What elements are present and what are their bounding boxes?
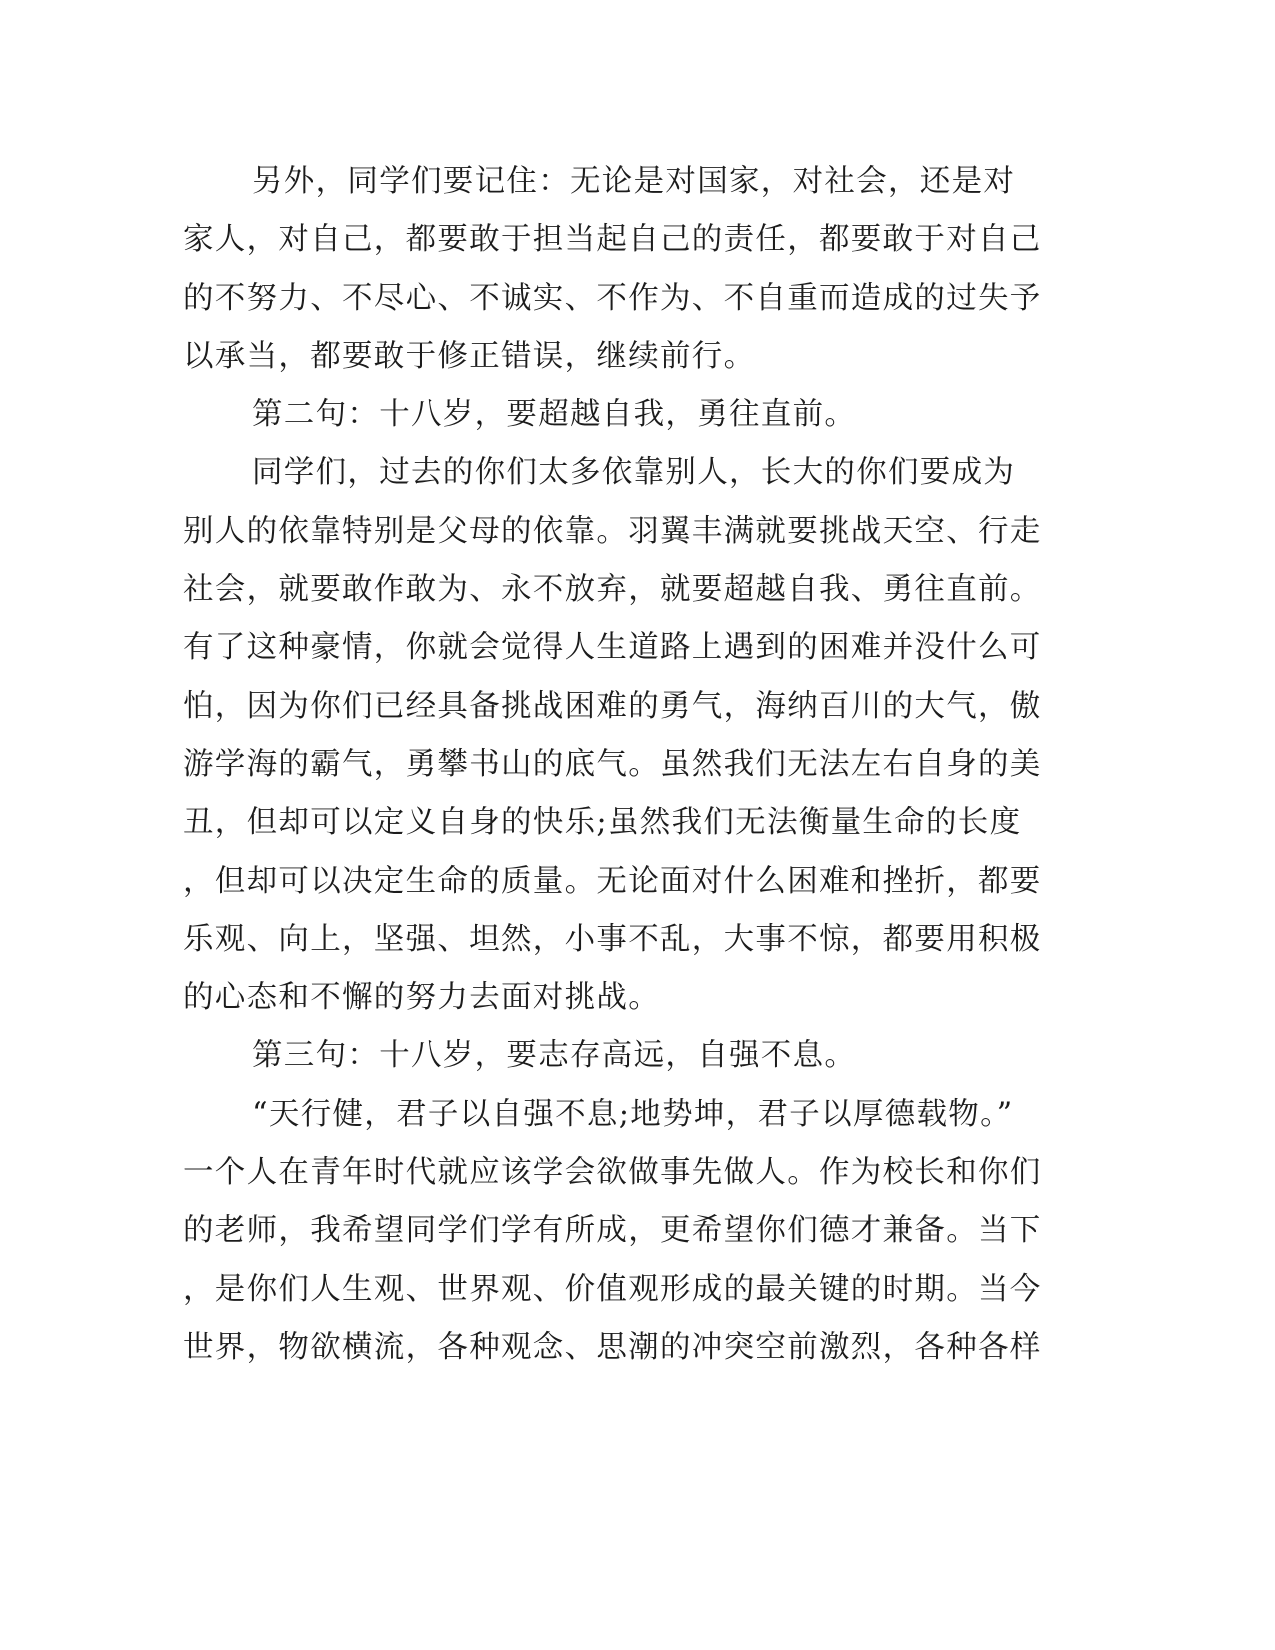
text-line: 的心态和不懈的努力去面对挑战。 xyxy=(183,980,660,1016)
text-line: 别人的依靠特别是父母的依靠。羽翼丰满就要挑战天空、行走 xyxy=(183,513,1042,549)
text-line: 怕，因为你们已经具备挑战困难的勇气，海纳百川的大气，傲 xyxy=(183,688,1042,724)
quote-line: “天行健，君子以自强不息;地势坤，君子以厚德载物。” xyxy=(252,1096,1014,1132)
body-text xyxy=(183,153,1043,1377)
text-line: 同学们，过去的你们太多依靠别人，长大的你们要成为 xyxy=(252,455,1016,491)
text-line: ，是你们人生观、世界观、价值观形成的最关键的时期。当今 xyxy=(183,1271,1042,1307)
text-line: 社会，就要敢作敢为、永不放弃，就要超越自我、勇往直前。 xyxy=(183,572,1042,608)
text-line: 乐观、向上，坚强、坦然，小事不乱，大事不惊，都要用积极 xyxy=(183,921,1042,957)
text-line: 的老师，我希望同学们学有所成，更希望你们德才兼备。当下 xyxy=(183,1213,1042,1249)
text-line: ，但却可以决定生命的质量。无论面对什么困难和挫折，都要 xyxy=(183,863,1042,899)
text-line: 丑，但却可以定义自身的快乐;虽然我们无法衡量生命的长度 xyxy=(183,805,1022,841)
text-line: 的不努力、不尽心、不诚实、不作为、不自重而造成的过失予 xyxy=(183,280,1042,316)
section-heading: 第二句：十八岁，要超越自我，勇往直前。 xyxy=(252,397,857,433)
text-line: 另外，同学们要记住：无论是对国家，对社会，还是对 xyxy=(252,164,1016,199)
text-line: 一个人在青年时代就应该学会欲做事先做人。作为校长和你们 xyxy=(183,1155,1042,1191)
text-line: 家人，对自己，都要敢于担当起自己的责任，都要敢于对自己 xyxy=(183,222,1042,258)
text-line: 游学海的霸气，勇攀书山的底气。虽然我们无法左右自身的美 xyxy=(183,746,1042,782)
section-heading: 第三句：十八岁，要志存高远，自强不息。 xyxy=(252,1038,857,1074)
text-line: 世界，物欲横流，各种观念、思潮的冲突空前激烈，各种各样 xyxy=(183,1329,1042,1365)
text-line: 以承当，都要敢于修正错误，继续前行。 xyxy=(183,338,756,374)
text-line: 有了这种豪情，你就会觉得人生道路上遇到的困难并没什么可 xyxy=(183,630,1042,666)
